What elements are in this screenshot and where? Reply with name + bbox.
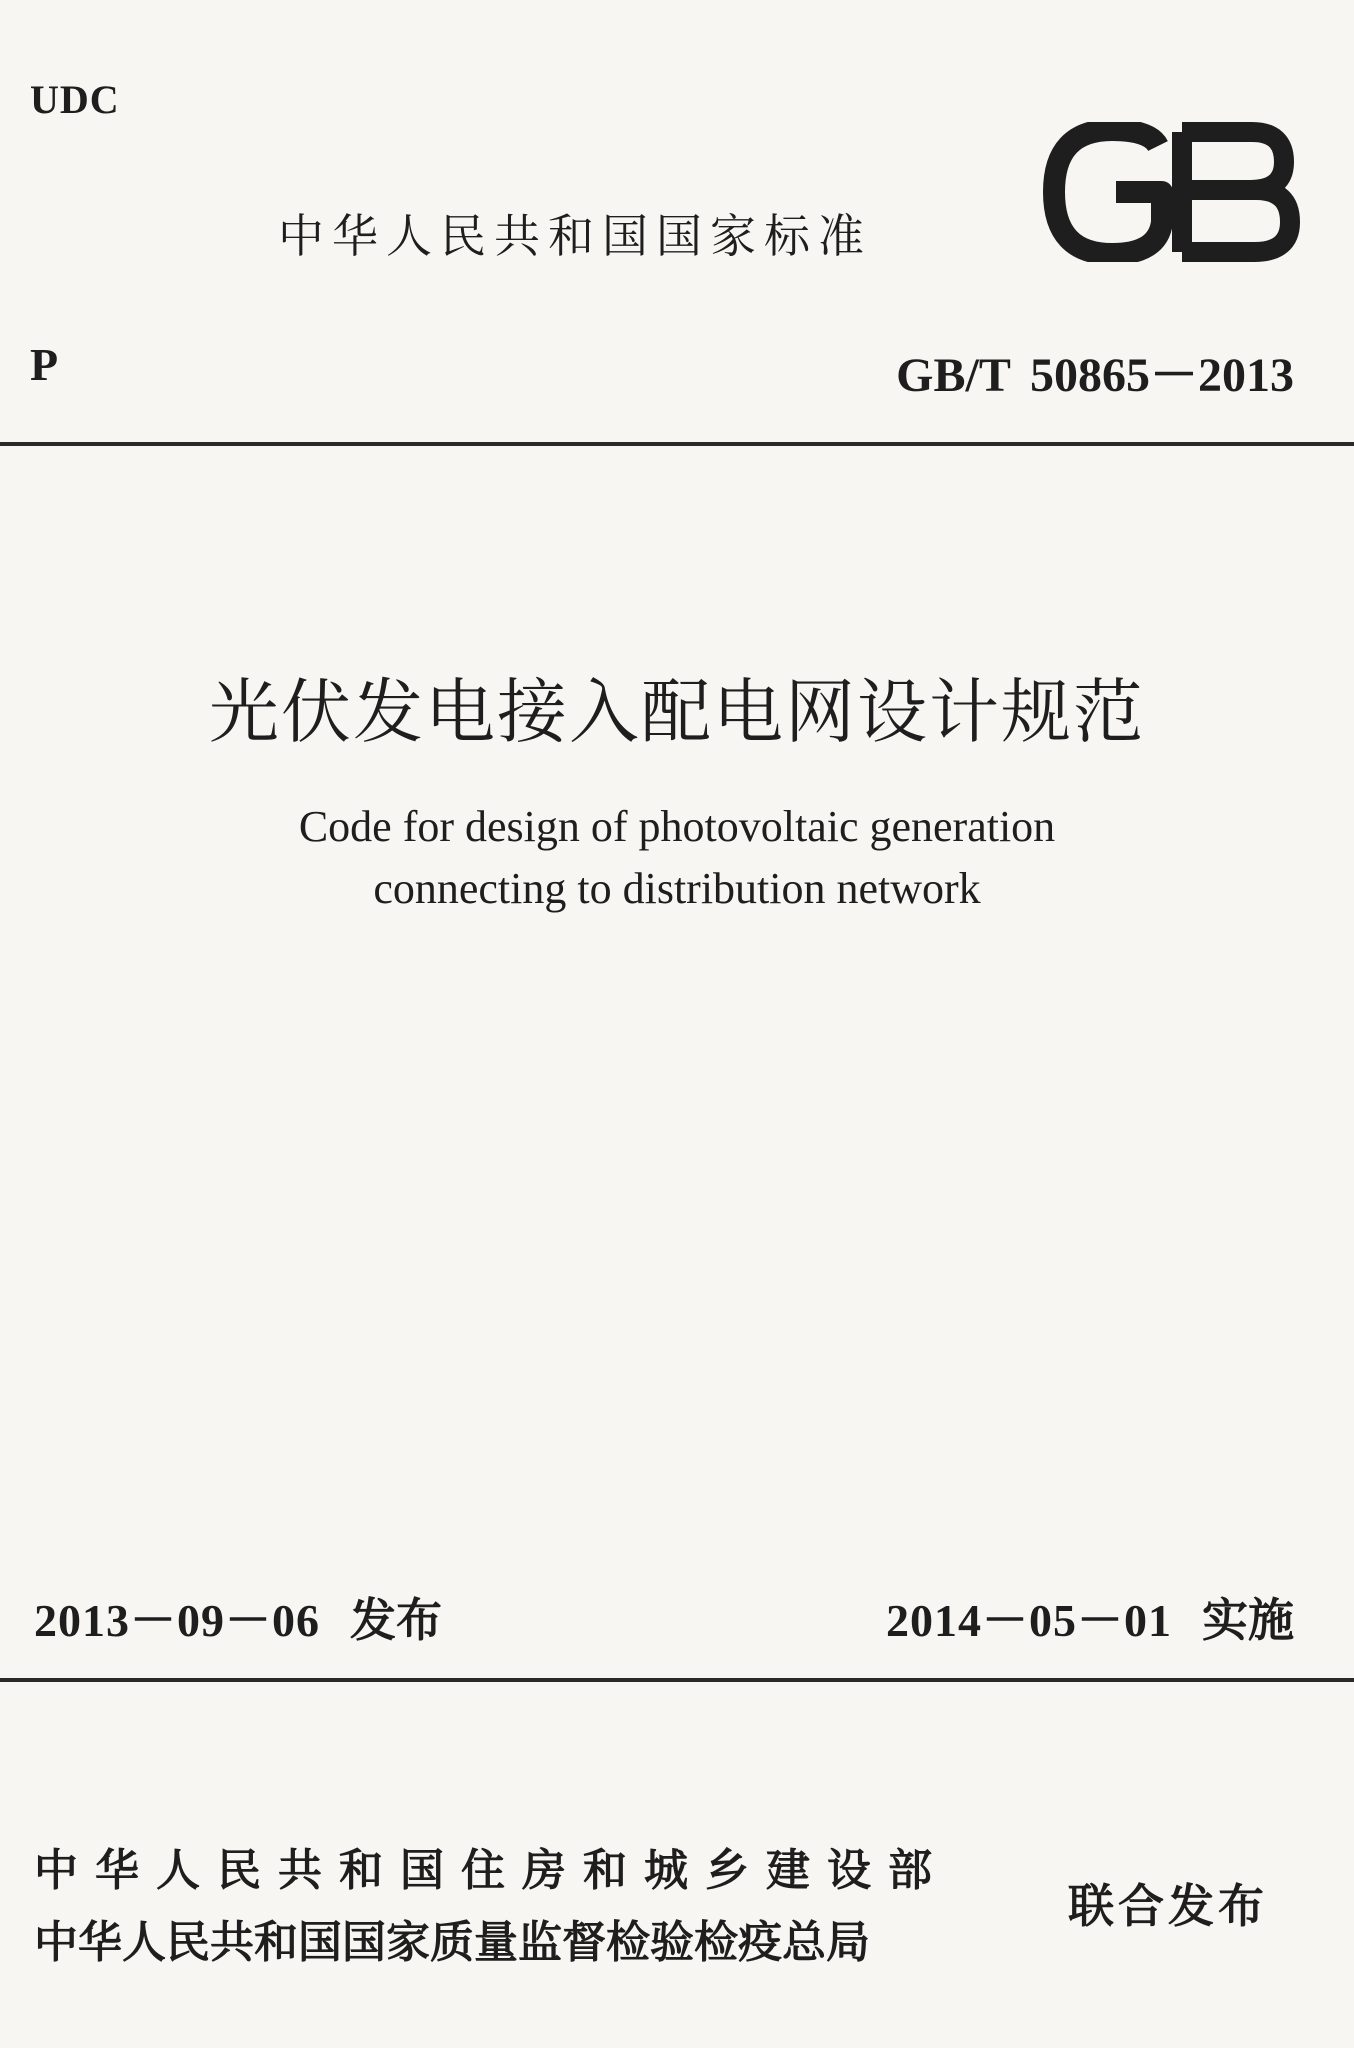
classification-code: P (30, 339, 59, 390)
issue-label: 发布 (350, 1593, 442, 1647)
top-divider (0, 442, 1354, 446)
joint-issue-label: 联合发布 (1068, 1879, 1268, 1933)
gb-logo-icon (1040, 122, 1300, 262)
title-english (0, 796, 1354, 920)
title-english-line1: Code for design of photovoltaic generation (298, 802, 1056, 851)
udc-label: UDC (30, 77, 120, 122)
bottom-divider (0, 1678, 1354, 1682)
issuer-aqsiq: 中华人民共和国国家质量监督检验检疫总局 (34, 1917, 870, 1968)
standard-code: GB/T 50865－2013 (896, 349, 1294, 402)
issue-date-block (34, 1584, 442, 1650)
title-english-line2: connecting to distribution network (373, 864, 981, 913)
implement-label: 实施 (1202, 1593, 1294, 1647)
issue-date: 2013－09－06 (34, 1595, 320, 1646)
implement-date: 2014－05－01 (886, 1595, 1172, 1646)
national-standard-heading: 中华人民共和国国家标准 (278, 209, 872, 263)
title-chinese: 光伏发电接入配电网设计规范 (209, 671, 1145, 753)
implement-date-block (886, 1584, 1294, 1650)
issuer-ministry: 中华人民共和国住房和城乡建设部 (34, 1845, 949, 1896)
